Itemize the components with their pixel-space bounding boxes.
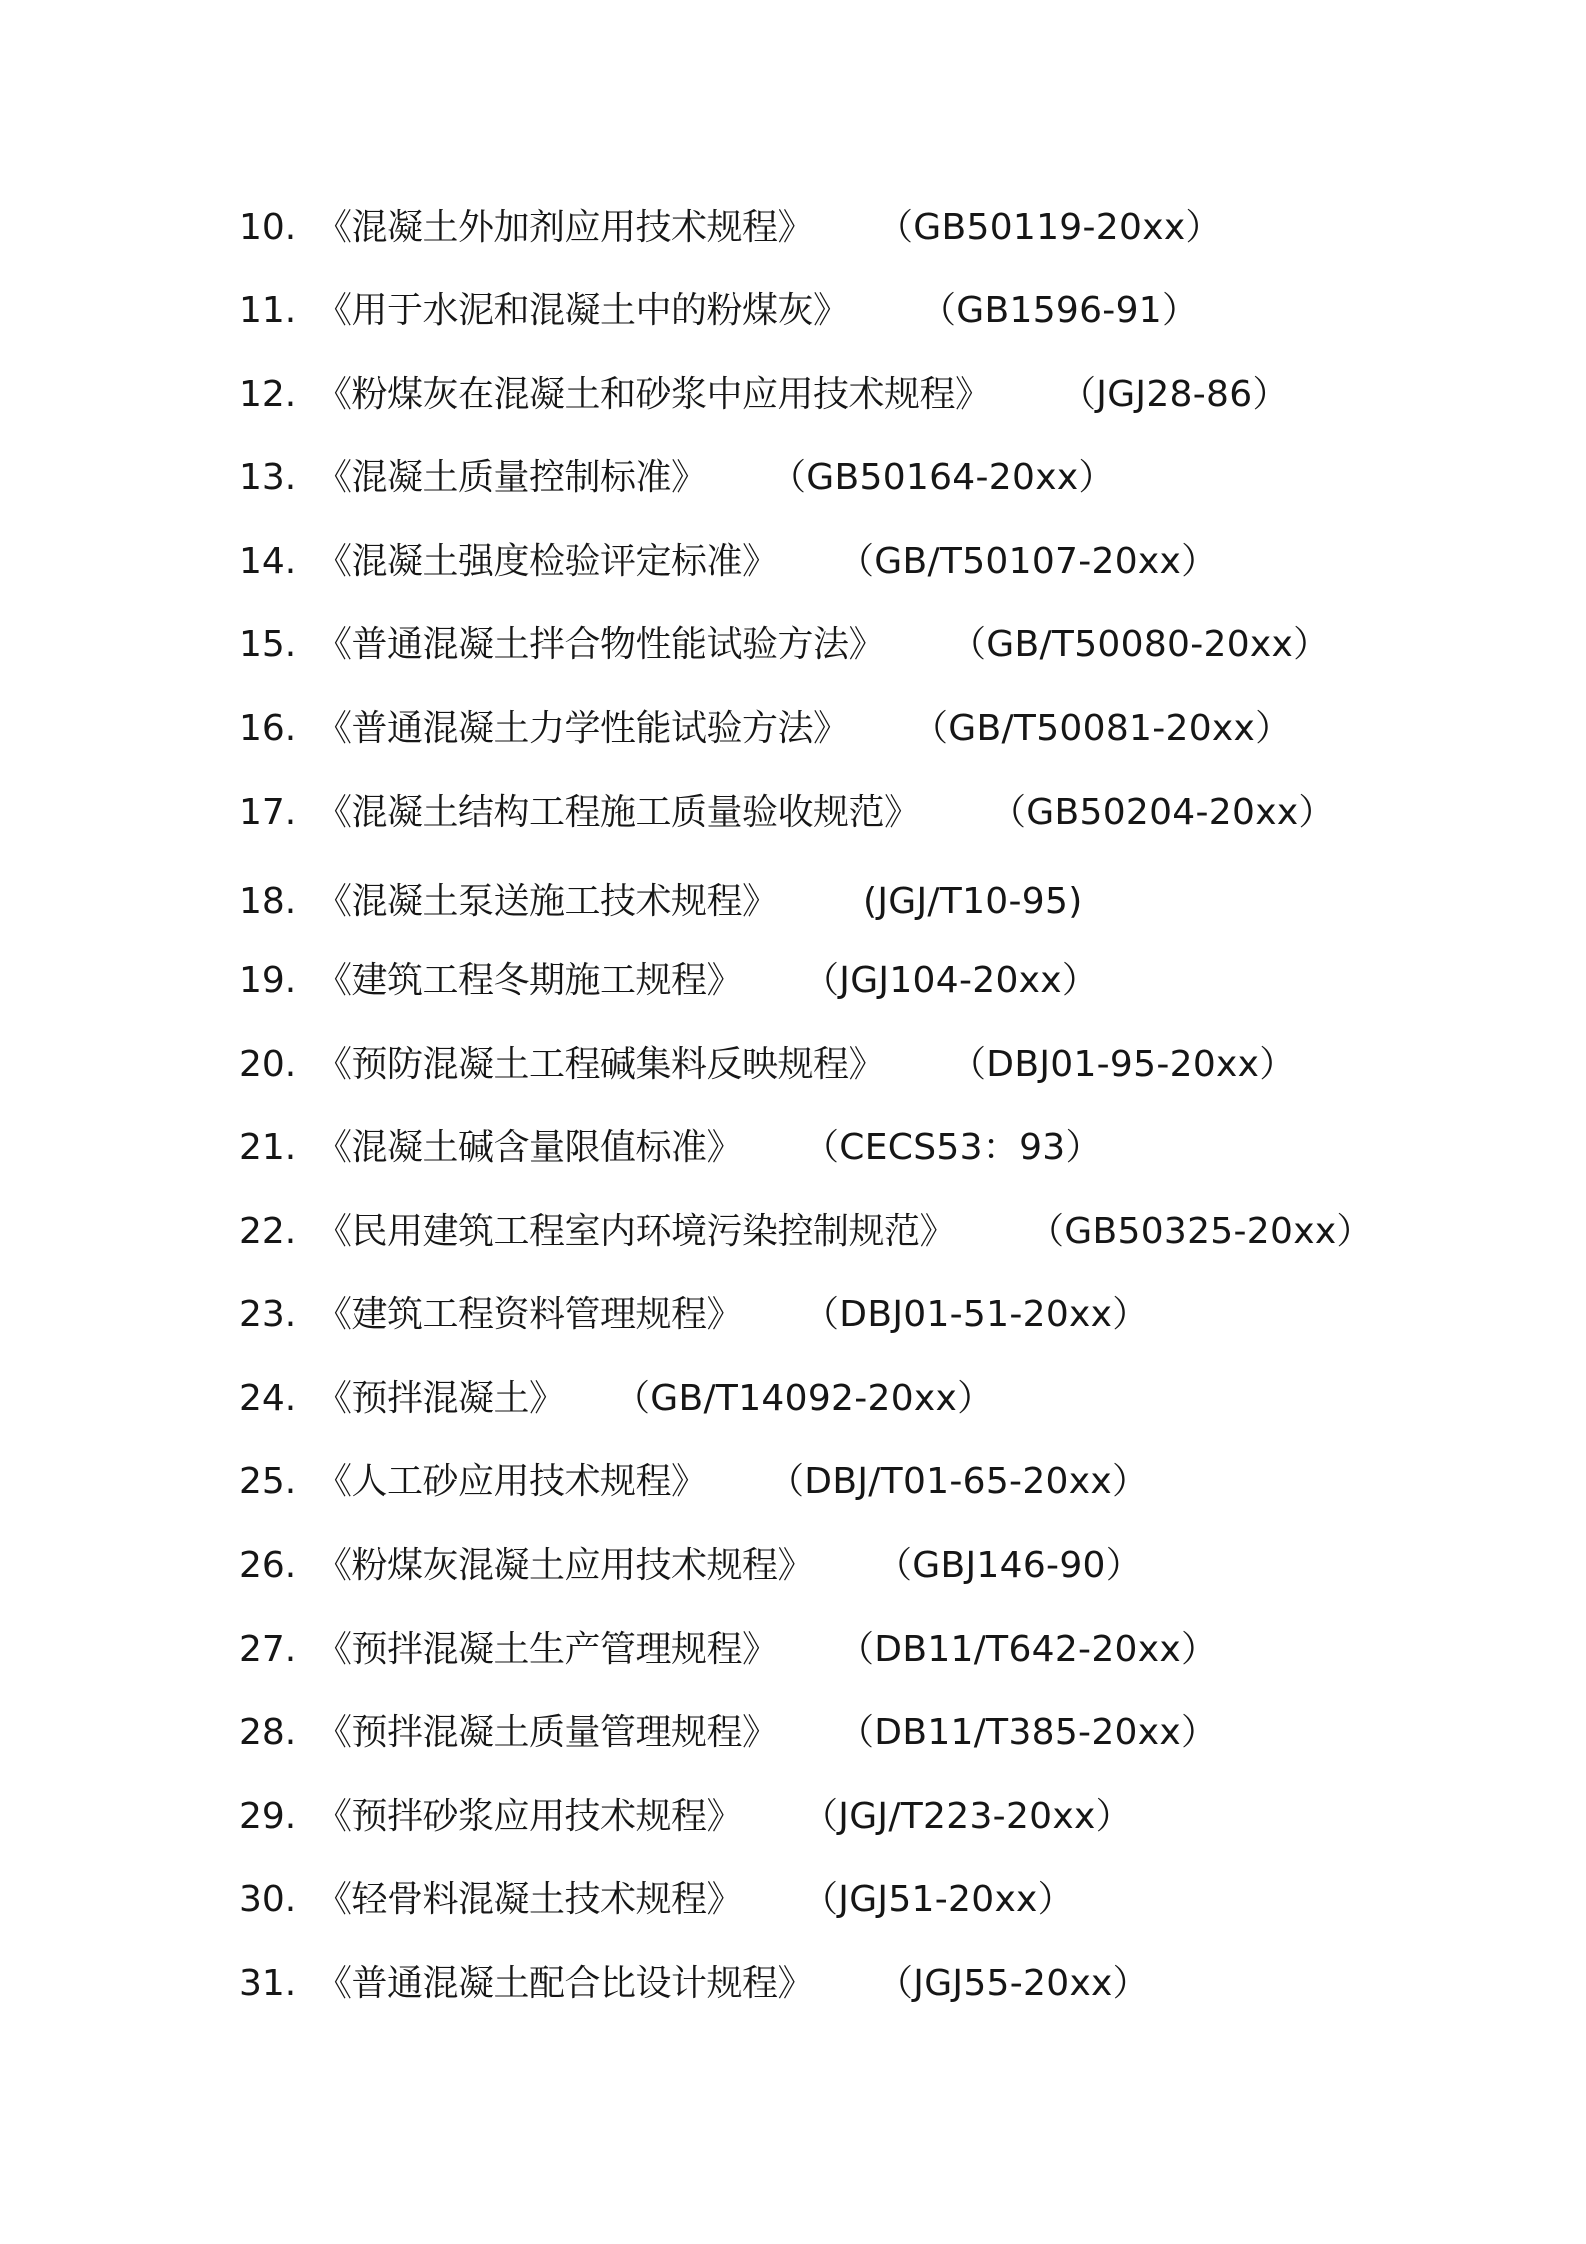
entry-title: 《预拌混凝土生产管理规程》 — [316, 1629, 778, 1670]
entry-number: 20. — [239, 1044, 297, 1085]
standard-entry — [239, 1872, 1539, 1928]
entry-code: （GBJ146-90） — [876, 1545, 1143, 1586]
standard-entry — [239, 534, 1539, 590]
entry-title: 《混凝土泵送施工技术规程》 — [316, 881, 778, 922]
entry-title: 《预防混凝土工程碱集料反映规程》 — [316, 1044, 885, 1085]
entry-title: 《粉煤灰在混凝土和砂浆中应用技术规程》 — [316, 374, 991, 415]
entry-title: 《民用建筑工程室内环境污染控制规范》 — [316, 1211, 956, 1252]
entry-title: 《预拌混凝土质量管理规程》 — [316, 1712, 778, 1753]
entry-code: （CECS53：93） — [803, 1127, 1102, 1168]
entry-code: （GB/T50107-20xx） — [838, 541, 1218, 582]
entry-code: （JGJ/T223-20xx） — [802, 1796, 1132, 1837]
entry-number: 11. — [239, 290, 297, 331]
entry-code: （JGJ28-86） — [1060, 374, 1289, 415]
entry-number: 16. — [239, 708, 297, 749]
standard-entry — [239, 1956, 1539, 2012]
entry-number: 24. — [239, 1378, 297, 1419]
entry-number: 21. — [239, 1127, 297, 1168]
entry-number: 19. — [239, 960, 297, 1001]
standard-entry — [239, 1538, 1539, 1594]
entry-code: （GB50325-20xx） — [1028, 1211, 1373, 1252]
entry-title: 《轻骨料混凝土技术规程》 — [316, 1879, 743, 1920]
entry-code: （DBJ/T01-65-20xx） — [768, 1461, 1149, 1502]
entry-title: 《普通混凝土力学性能试验方法》 — [316, 708, 849, 749]
entry-number: 17. — [239, 792, 297, 833]
entry-title: 《混凝土碱含量限值标准》 — [316, 1127, 743, 1168]
standard-entry — [239, 953, 1539, 1009]
entry-number: 27. — [239, 1629, 297, 1670]
entry-title: 《预拌砂浆应用技术规程》 — [316, 1796, 743, 1837]
entry-code: （JGJ51-20xx） — [802, 1879, 1074, 1920]
standard-entry — [239, 200, 1539, 256]
standard-entry — [239, 785, 1539, 841]
entry-code: （JGJ104-20xx） — [803, 960, 1099, 1001]
entry-title: 《混凝土强度检验评定标准》 — [316, 541, 778, 582]
standard-entry — [239, 1287, 1539, 1343]
entry-code: （GB1596-91） — [920, 290, 1199, 331]
entry-number: 31. — [239, 1963, 297, 2004]
entry-code: （GB50119-20xx） — [877, 207, 1222, 248]
entry-title: 《人工砂应用技术规程》 — [316, 1461, 707, 1502]
entry-code: （DBJ01-51-20xx） — [803, 1294, 1149, 1335]
entry-number: 18. — [239, 881, 297, 922]
entry-title: 《粉煤灰混凝土应用技术规程》 — [316, 1545, 814, 1586]
standard-entry — [239, 874, 1539, 930]
standard-entry — [239, 1454, 1539, 1510]
entry-title: 《混凝土结构工程施工质量验收规范》 — [316, 792, 920, 833]
standard-entry — [239, 1622, 1539, 1678]
entry-number: 12. — [239, 374, 297, 415]
standard-entry — [239, 617, 1539, 673]
standard-entry — [239, 283, 1539, 339]
entry-code: （DB11/T642-20xx） — [838, 1629, 1218, 1670]
standard-entry — [239, 1037, 1539, 1093]
entry-number: 29. — [239, 1796, 297, 1837]
standard-entry — [239, 1789, 1539, 1845]
entry-code: （JGJ55-20xx） — [877, 1963, 1149, 2004]
entry-number: 10. — [239, 207, 297, 248]
standard-entry — [239, 1120, 1539, 1176]
entry-title: 《预拌混凝土》 — [316, 1378, 565, 1419]
entry-title: 《建筑工程资料管理规程》 — [316, 1294, 743, 1335]
entry-number: 30. — [239, 1879, 297, 1920]
entry-number: 25. — [239, 1461, 297, 1502]
entry-number: 15. — [239, 624, 297, 665]
standard-entry — [239, 701, 1539, 757]
entry-number: 22. — [239, 1211, 297, 1252]
entry-number: 28. — [239, 1712, 297, 1753]
entry-number: 23. — [239, 1294, 297, 1335]
standard-entry — [239, 1204, 1539, 1260]
entry-code: （GB/T50081-20xx） — [912, 708, 1292, 749]
entry-title: 《普通混凝土拌合物性能试验方法》 — [316, 624, 885, 665]
entry-title: 《混凝土外加剂应用技术规程》 — [316, 207, 814, 248]
standard-entry — [239, 1371, 1539, 1427]
entry-number: 26. — [239, 1545, 297, 1586]
standard-entry — [239, 450, 1539, 506]
entry-code: （GB50204-20xx） — [990, 792, 1335, 833]
entry-code: （DBJ01-95-20xx） — [950, 1044, 1296, 1085]
entry-number: 14. — [239, 541, 297, 582]
standard-entry — [239, 367, 1539, 423]
entry-title: 《建筑工程冬期施工规程》 — [316, 960, 743, 1001]
entry-code: （GB50164-20xx） — [770, 457, 1115, 498]
entry-code: （DB11/T385-20xx） — [838, 1712, 1218, 1753]
entry-code: （GB/T50080-20xx） — [950, 624, 1330, 665]
entry-title: 《用于水泥和混凝土中的粉煤灰》 — [316, 290, 849, 331]
entry-number: 13. — [239, 457, 297, 498]
standard-entry — [239, 1705, 1539, 1761]
entry-title: 《混凝土质量控制标准》 — [316, 457, 707, 498]
entry-title: 《普通混凝土配合比设计规程》 — [316, 1963, 814, 2004]
entry-code: (JGJ/T10-95) — [863, 881, 1083, 922]
entry-code: （GB/T14092-20xx） — [614, 1378, 994, 1419]
